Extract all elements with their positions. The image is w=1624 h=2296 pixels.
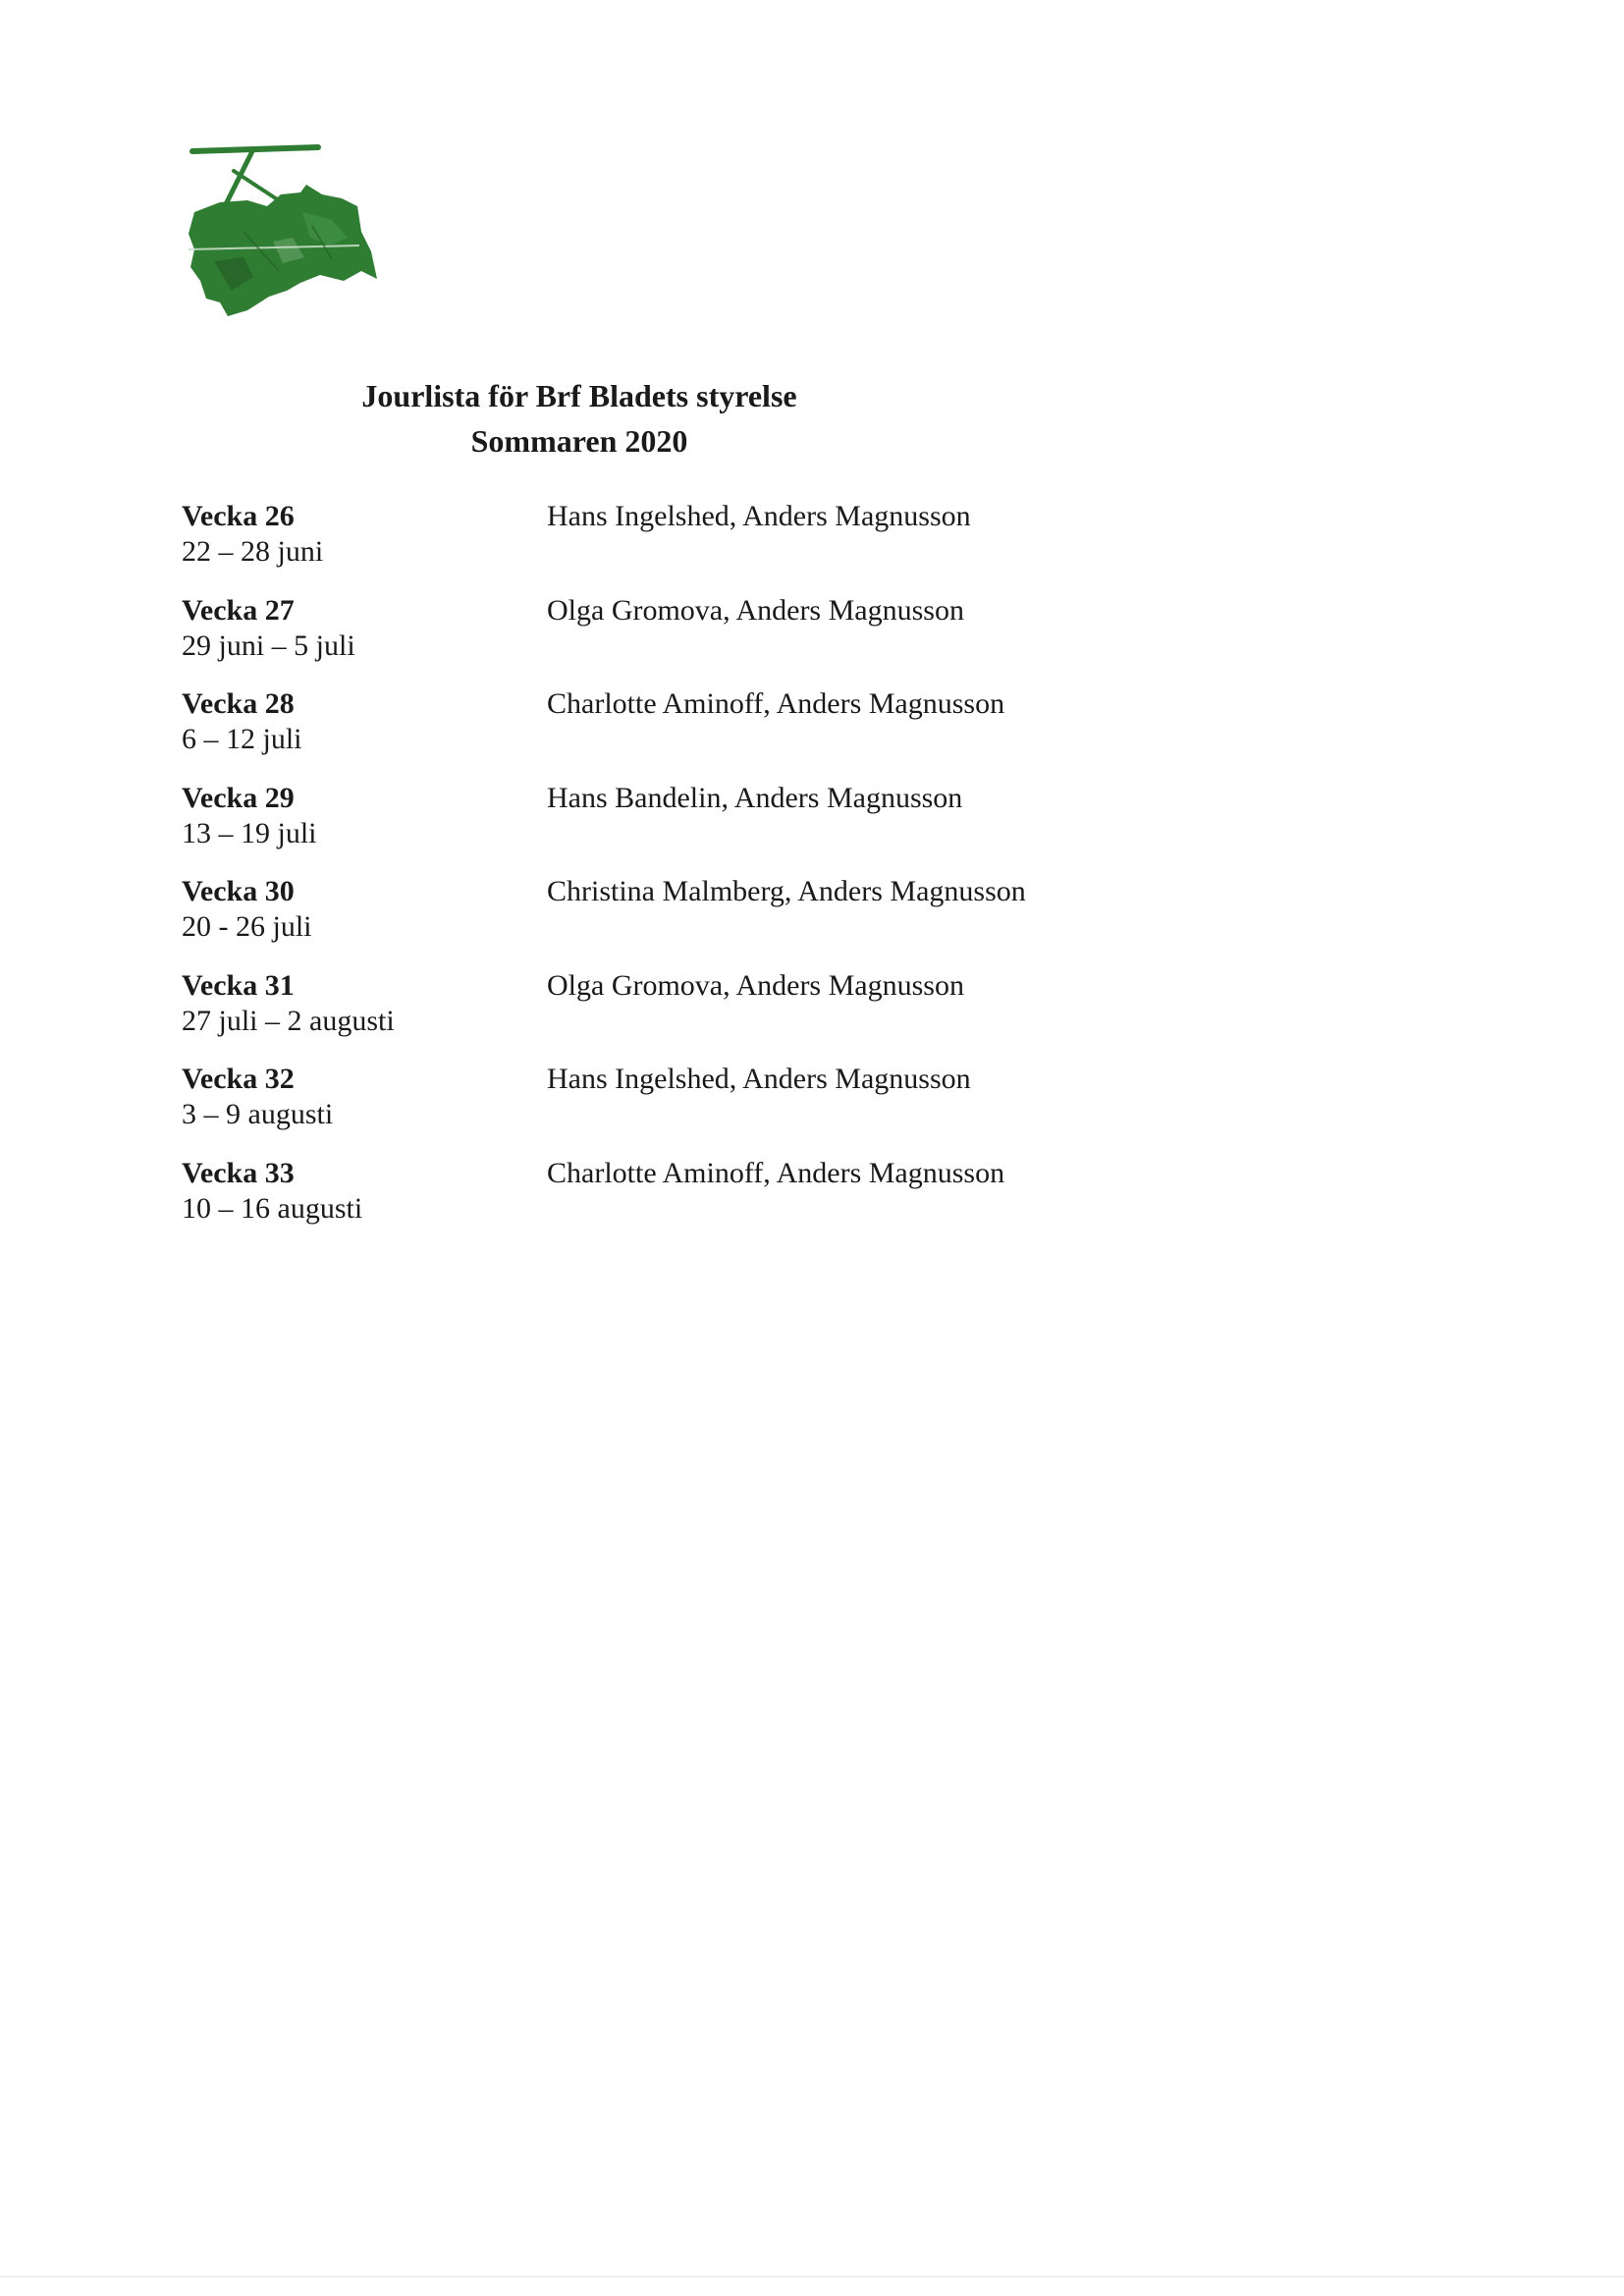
week-column (182, 1156, 547, 1250)
schedule-row (182, 593, 1164, 687)
on-call-names: Christina Malmberg, Anders Magnusson (547, 875, 1026, 907)
date-range: 22 – 28 juni (182, 535, 324, 568)
week-column (182, 781, 547, 875)
week-column (182, 499, 547, 593)
on-call-names: Olga Gromova, Anders Magnusson (547, 968, 964, 1002)
on-call-names: Charlotte Aminoff, Anders Magnusson (547, 687, 1005, 720)
week-label: Vecka 31 (182, 968, 295, 1002)
schedule-row (182, 686, 1164, 781)
week-label: Vecka 33 (182, 1156, 295, 1189)
week-label: Vecka 28 (182, 687, 295, 720)
week-label: Vecka 26 (182, 500, 295, 532)
schedule-row (182, 499, 1164, 593)
leaf-logo-icon (185, 143, 381, 320)
document-title-block (245, 373, 913, 464)
date-range: 27 juli – 2 augusti (182, 1004, 395, 1037)
on-call-names: Hans Ingelshed, Anders Magnusson (547, 1063, 971, 1095)
week-column (182, 593, 547, 687)
schedule-row (182, 874, 1164, 968)
on-call-names: Charlotte Aminoff, Anders Magnusson (547, 1156, 1005, 1189)
date-range: 10 – 16 augusti (182, 1191, 363, 1225)
week-column (182, 686, 547, 781)
document-title: Jourlista för Brf Bladets styrelse (361, 378, 797, 413)
schedule-row (182, 1156, 1164, 1250)
schedule-row (182, 968, 1164, 1063)
week-label: Vecka 30 (182, 875, 295, 907)
week-column (182, 874, 547, 968)
date-range: 20 - 26 juli (182, 910, 312, 943)
on-call-names: Olga Gromova, Anders Magnusson (547, 593, 964, 627)
on-call-names: Hans Bandelin, Anders Magnusson (547, 781, 963, 814)
week-label: Vecka 29 (182, 781, 295, 814)
week-column (182, 1062, 547, 1156)
document-subtitle: Sommaren 2020 (470, 423, 688, 459)
date-range: 29 juni – 5 juli (182, 629, 355, 662)
scan-edge-line (0, 2276, 1624, 2277)
schedule-row (182, 1062, 1164, 1156)
week-label: Vecka 32 (182, 1063, 295, 1095)
on-call-schedule (182, 499, 1164, 1249)
week-column (182, 968, 547, 1063)
date-range: 13 – 19 juli (182, 816, 317, 849)
week-label: Vecka 27 (182, 593, 295, 627)
date-range: 6 – 12 juli (182, 723, 302, 755)
date-range: 3 – 9 augusti (182, 1098, 334, 1130)
schedule-row (182, 781, 1164, 875)
on-call-names: Hans Ingelshed, Anders Magnusson (547, 500, 971, 532)
